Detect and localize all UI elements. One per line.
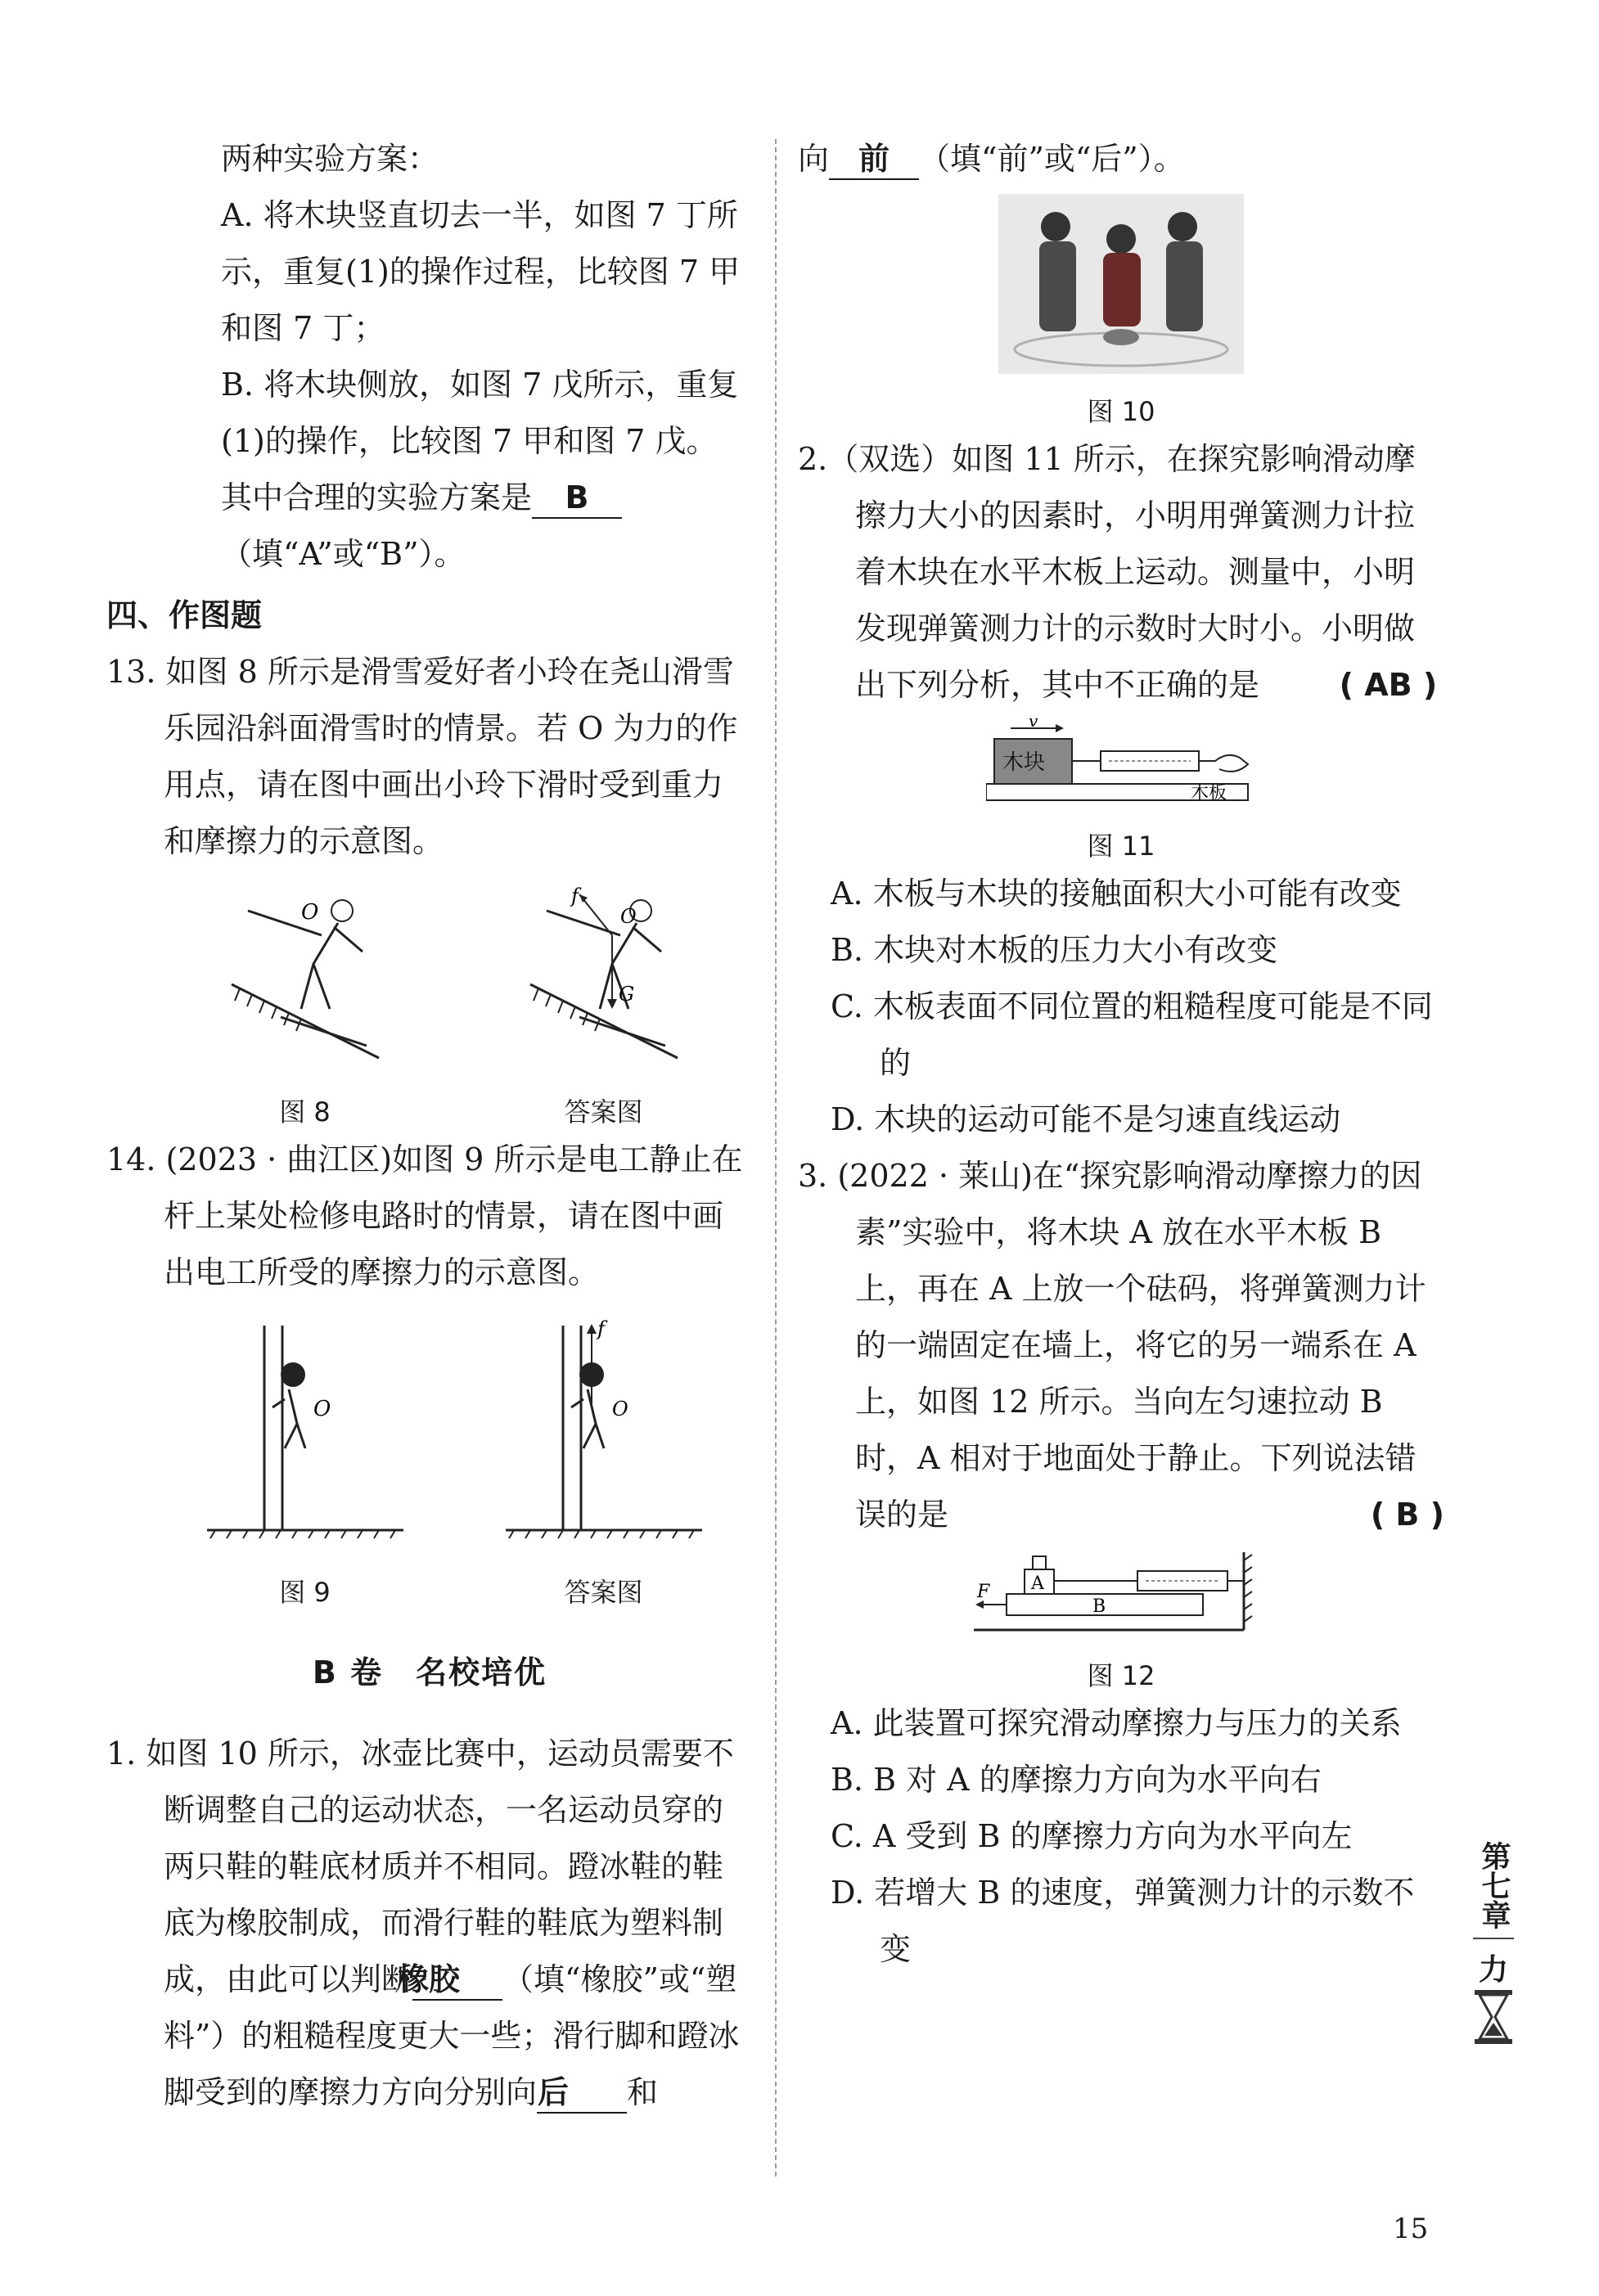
label-o: O — [313, 1397, 331, 1421]
page-number: 15 — [1393, 2213, 1429, 2245]
q14-figures — [155, 1317, 753, 1612]
label-b: B — [1092, 1596, 1106, 1617]
left-column — [106, 131, 753, 2121]
section-heading-drawing: 四、作图题 — [106, 597, 263, 633]
chapter-title: 力 — [1473, 1938, 1514, 1988]
b1-text: 1. 如图 10 所示，冰壶比赛中，运动员需要不断调整自己的运动状态，一名运动员穿的两只鞋的鞋底材质并不相同。蹬冰鞋的鞋底为橡胶制成，而滑行鞋的鞋底为塑料制成，由此可以判断橡胶 （填“橡胶”或“塑料”）的粗糙程度更大一些；滑行脚和蹬冰脚受到的摩擦力方向分别向后 和 — [106, 1726, 753, 2121]
block-board-wall-diagram — [974, 1548, 1268, 1638]
caption-answer-q14: 答案图 — [564, 1577, 643, 1608]
q12-plan-b: B. 将木块侧放，如图 7 戊所示，重复(1)的操作，比较图 7 甲和图 7 戊。 — [221, 367, 739, 459]
label-block: 木块 — [1002, 750, 1046, 775]
q12-fill: 其中合理的实验方案是 B（填“A”或“B”）。 — [106, 470, 753, 583]
pole-worker-answer-illustration — [506, 1317, 702, 1555]
b3-option-b: B. B 对 A 的摩擦力方向为水平向右 — [831, 1762, 1322, 1798]
label-f: f — [570, 886, 579, 907]
label-o-answer: O — [611, 1398, 628, 1420]
skier-answer-illustration — [522, 886, 686, 1074]
q12-intro: 两种实验方案： — [221, 141, 439, 177]
label-o: O — [300, 900, 318, 925]
chapter-tab — [1473, 1841, 1514, 2055]
caption-fig12: 图 12 — [1087, 1660, 1155, 1691]
figure-11 — [798, 718, 1444, 866]
figure-8 — [223, 886, 387, 1132]
label-f: F — [977, 1582, 990, 1602]
q13-text: 13. 如图 8 所示是滑雪爱好者小玲在尧山滑雪乐园沿斜面滑雪时的情景。若 O 为力的作用点，请在图中画出小玲下滑时受到重力和摩擦力的示意图。 — [106, 654, 738, 859]
caption-fig9: 图 9 — [279, 1577, 331, 1608]
label-v: v — [1029, 718, 1038, 731]
caption-fig10: 图 10 — [1087, 396, 1155, 427]
b1-answer-1: 橡胶 — [412, 1960, 502, 2001]
figure-12 — [798, 1548, 1444, 1695]
q14-text: 14. (2023 · 曲江区)如图 9 所示是电工静止在杆上某处检修电路时的情景，请在图中画出电工所受的摩擦力的示意图。 — [106, 1141, 743, 1290]
volume-b-title: B 卷 名校培优 — [312, 1654, 547, 1690]
chapter-number: 第七章 — [1477, 1841, 1511, 1929]
b3-text: 3. (2022 · 莱山)在“探究影响滑动摩擦力的因素”实验中，将木块 A 放在水平木板 B 上，再在 A 上放一个砝码，将弹簧测力计的一端固定在墙上，将它的另一端系在 A 上，如图 12 所示。当向左匀速拉动 B 时，A 相对于地面处于静止。下列说法错误的是 ( B ) — [798, 1148, 1444, 1543]
caption-answer-q13: 答案图 — [564, 1096, 643, 1128]
b1-answer-2: 后 — [537, 2073, 627, 2114]
b2-option-c: C. 木板表面不同位置的粗糙程度可能是不同的 — [831, 988, 1433, 1081]
pole-worker-illustration — [207, 1317, 403, 1555]
b1-continuation: 向 前 （填“前”或“后”）。 — [798, 131, 1444, 187]
answer-figure-q13 — [522, 886, 686, 1132]
skier-illustration — [223, 886, 387, 1074]
figure-9 — [207, 1317, 403, 1612]
b1-answer-3: 前 — [829, 139, 919, 180]
curling-photo — [998, 194, 1244, 374]
label-o-answer: O — [619, 905, 637, 928]
caption-fig11: 图 11 — [1087, 831, 1155, 862]
label-g: G — [618, 983, 634, 1006]
b2-answer: ( AB ) — [1339, 667, 1438, 703]
label-a: A — [1031, 1573, 1044, 1594]
b3-option-a: A. 此装置可探究滑动摩擦力与压力的关系 — [831, 1705, 1402, 1741]
b3-answer: ( B ) — [1370, 1497, 1444, 1533]
label-f: f — [597, 1317, 605, 1340]
b2-text: 2.（双选）如图 11 所示，在探究影响滑动摩擦力大小的因素时，小明用弹簧测力计拉着木块在水平木板上运动。测量中，小明发现弹簧测力计的示数时大时小。小明做出下列分析，其中不正确的是 ( AB ) — [798, 431, 1444, 714]
b3-option-c: C. A 受到 B 的摩擦力方向为水平向左 — [831, 1818, 1353, 1854]
figure-10 — [798, 194, 1444, 431]
column-divider — [775, 139, 777, 2177]
answer-figure-q14 — [506, 1317, 702, 1612]
right-column — [798, 131, 1444, 1978]
b2-option-a: A. 木板与木块的接触面积大小可能有改变 — [831, 876, 1402, 912]
b2-option-d: D. 木块的运动可能不是匀速直线运动 — [831, 1101, 1341, 1137]
caption-fig8: 图 8 — [279, 1096, 331, 1128]
b2-option-b: B. 木块对木板的压力大小有改变 — [831, 932, 1278, 968]
label-board: 木板 — [1191, 783, 1227, 804]
hourglass-icon — [1473, 1988, 1514, 2046]
q12-plan-a: A. 将木块竖直切去一半，如图 7 丁所示，重复(1)的操作过程，比较图 7 甲和图 7 丁； — [221, 197, 741, 346]
b3-option-d: D. 若增大 B 的速度，弹簧测力计的示数不变 — [831, 1875, 1415, 1967]
q13-figures — [155, 886, 753, 1132]
block-spring-scale-diagram — [986, 718, 1256, 808]
q12-answer: B — [532, 478, 622, 519]
